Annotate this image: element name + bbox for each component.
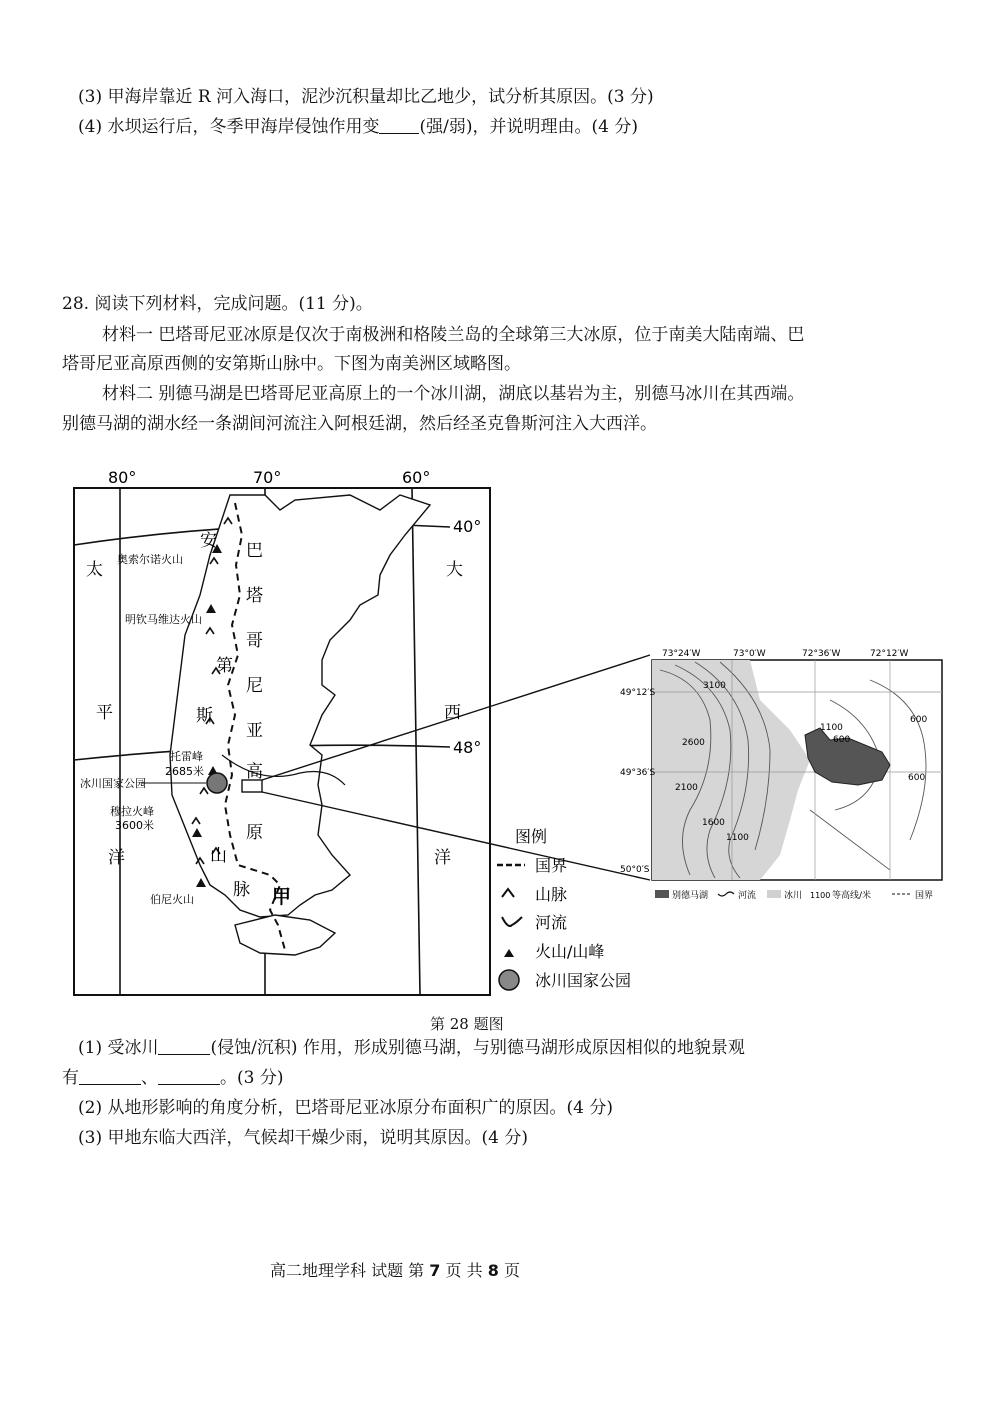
inset-legend-river-icon [718,892,734,896]
q28-sub3: (3) 甲地东临大西洋，气候却干燥少雨，说明其原因。(4 分) [78,1128,528,1148]
inset-lon-4: 72°12′W [870,649,909,659]
q28-sub1-text-d: 、 [141,1068,158,1088]
plateau-char-6: 高 [246,762,263,782]
andes-char-1: 安 [200,531,217,551]
legend-park-icon [499,970,519,990]
footer-text-c: 页 [503,1261,520,1280]
legend-mountain-label: 山脉 [535,885,568,904]
fitzroy-label: 托雷峰 [170,750,203,763]
q28-sub1-line1 [78,1037,745,1059]
legend-mountain-icon [502,889,514,897]
legend-volcano-icon [504,949,514,957]
q27-item4-text-a: (4) 水坝运行后，冬季甲海岸侵蚀作用变 [78,117,380,137]
glacier-park-icon [207,773,227,793]
pacific-char-2: 平 [96,703,113,723]
figure-caption: 第 28 题图 [430,1015,504,1033]
legend-border-label: 国界 [535,856,568,875]
inset-legend-border: 国界 [915,891,934,901]
andes-char-2: 第 [216,656,233,676]
atlantic-char-2: 西 [444,703,461,723]
plateau-char-7: 原 [246,823,263,843]
south-america-map [60,455,660,1005]
inset-legend-contour-value: 1100 [810,891,831,900]
andes-char-4: 山 [210,846,227,866]
fitzroy-height-label: 2685米 [165,765,204,778]
inset-lon-2: 73°0′W [733,649,766,659]
answer-blank[interactable] [379,117,419,134]
pacific-char-1: 太 [86,560,103,580]
andes-char-3: 斯 [196,706,213,726]
atlantic-char-1: 大 [446,560,463,580]
plateau-char-5: 亚 [246,721,263,741]
glacier-park-label: 冰川国家公园 [80,777,146,790]
answer-blank[interactable] [158,1038,210,1055]
legend-river-label: 河流 [535,913,568,932]
inset-lat-2: 49°36′S [620,768,656,778]
andes-char-5: 脉 [233,880,250,900]
q28-header: 28. 阅读下列材料，完成问题。(11 分)。 [62,294,373,314]
contour-label-1100-a: 1100 [726,833,749,843]
q27-item4 [78,116,638,138]
footer-text-b: 页 共 [445,1261,483,1280]
lon-60-label: 60° [402,468,431,487]
q28-sub1-text-b: (侵蚀/沉积) 作用，形成别德马湖，与别德马湖形成原因相似的地貌景观 [210,1038,745,1058]
mulahuo-height-label: 3600米 [115,819,154,832]
q27-item3: (3) 甲海岸靠近 R 河入海口，泥沙沉积量却比乙地少，试分析其原因。(3 分) [78,87,654,107]
q28-sub2: (2) 从地形影响的角度分析，巴塔哥尼亚冰原分布面积广的原因。(4 分) [78,1098,613,1118]
footer-total-pages: 8 [487,1261,499,1280]
mulahuo-label: 穆拉火峰 [110,805,154,818]
q28-material2-line2: 别德马湖的湖水经一条湖间河流注入阿根廷湖，然后经圣克鲁斯河注入大西洋。 [62,414,657,434]
contour-label-1100-b: 1100 [820,723,843,733]
contour-label-600-a: 600 [833,735,851,745]
footer-text-a: 高二地理学科 试题 第 [270,1261,425,1280]
legend-volcano-label: 火山/山峰 [535,942,605,961]
inset-legend-lake: 别德马湖 [672,891,709,901]
lon-80-label: 80° [108,468,137,487]
legend-title: 图例 [515,827,548,846]
inset-lon-3: 72°36′W [802,649,841,659]
q28-material1-line1: 材料一 巴塔哥尼亚冰原是仅次于南极洲和格陵兰岛的全球第三大冰原，位于南美大陆南端、巴 [102,325,805,345]
inset-legend-glacier: 冰川 [784,891,803,901]
legend-park-label: 冰川国家公园 [535,971,632,990]
answer-blank[interactable] [79,1068,141,1085]
inset-legend-river: 河流 [738,891,757,901]
footer-page-number: 7 [429,1261,441,1280]
minchin-label: 明钦马维达火山 [125,613,202,626]
inset-legend-lake-icon [655,890,669,898]
lon-70-label: 70° [253,468,282,487]
q28-material2-line1: 材料二 别德马湖是巴塔哥尼亚高原上的一个冰川湖，湖底以基岩为主，别德马冰川在其西端。 [102,384,805,404]
inset-legend-contour: 等高线/米 [832,891,872,901]
burney-volcano-icon [196,878,206,887]
contour-label-600-b: 600 [910,715,928,725]
inset-legend-glacier-icon [767,890,781,898]
inset-lat-1: 49°12′S [620,688,656,698]
plateau-char-3: 哥 [246,631,263,651]
contour-label-1600: 1600 [702,818,725,828]
page-footer [270,1258,520,1281]
q28-sub1-text-a: (1) 受冰川 [78,1038,159,1058]
plateau-char-2: 塔 [246,586,263,606]
q28-sub1-text-e: 。(3 分) [220,1068,284,1088]
burney-label: 伯尼火山 [150,893,194,906]
answer-blank[interactable] [158,1068,220,1085]
q28-sub1-text-c: 有 [62,1068,79,1088]
contour-label-3100: 3100 [703,681,726,691]
legend-river-icon [502,917,522,926]
inset-topographic-map [620,640,950,910]
plateau-char-1: 巴 [246,541,263,561]
contour-label-2100: 2100 [675,783,698,793]
atlantic-char-3: 洋 [434,848,451,868]
lat-48-label: 48° [453,738,482,757]
q28-sub1-line2 [62,1067,283,1089]
q27-item4-text-b: (强/弱)，并说明理由。(4 分) [419,117,638,137]
inset-lat-3: 50°0′S [620,865,650,875]
tierra-del-fuego [235,915,335,955]
q28-material1-line2: 塔哥尼亚高原西侧的安第斯山脉中。下图为南美洲区域略图。 [62,354,521,374]
contour-label-600-c: 600 [908,773,926,783]
jia-label: 甲 [272,886,292,908]
osorno-label: 奥索尔诺火山 [117,553,183,566]
lat-40-label: 40° [453,517,482,536]
pacific-char-3: 洋 [108,848,125,868]
contour-label-2600: 2600 [682,738,705,748]
inset-lon-1: 73°24′W [662,649,701,659]
plateau-char-4: 尼 [246,676,263,696]
